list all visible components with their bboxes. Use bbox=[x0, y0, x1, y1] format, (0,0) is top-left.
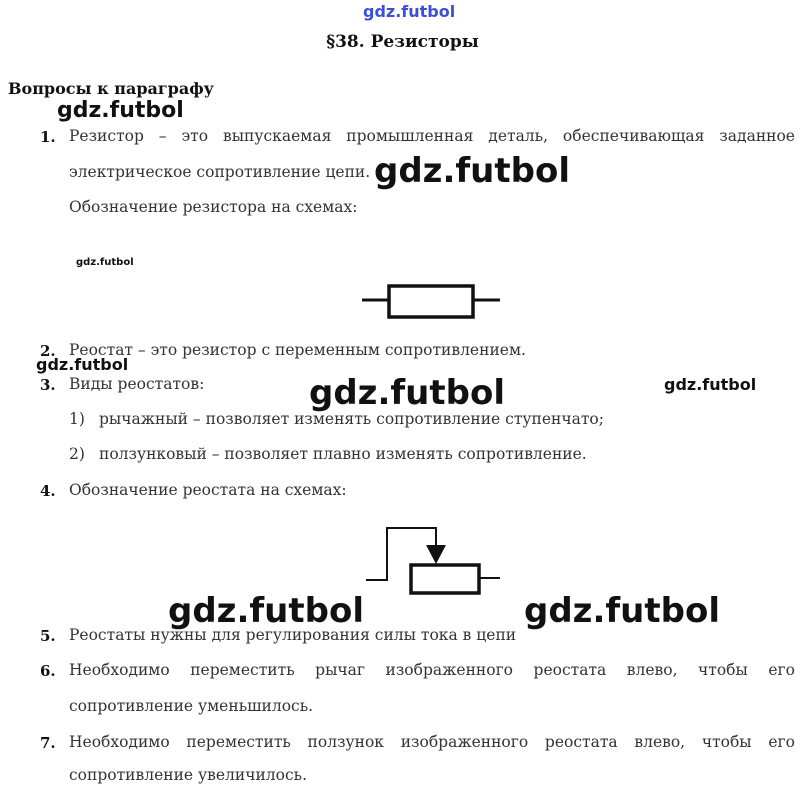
item-text: Необходимо переместить рычаг изображенного реостата влево, чтобы его bbox=[69, 661, 795, 679]
item-text: сопротивление уменьшилось. bbox=[69, 697, 314, 715]
subitem-text: ползунковый – позволяет плавно изменять сопротивление. bbox=[99, 445, 587, 463]
item-text: Обозначение резистора на схемах: bbox=[69, 198, 358, 216]
watermark: gdz.futbol bbox=[57, 98, 184, 123]
subitem-number: 1) bbox=[69, 410, 85, 428]
resistor-symbol bbox=[362, 284, 502, 320]
header-watermark: gdz.futbol bbox=[363, 2, 456, 21]
item-number: 3. bbox=[40, 376, 56, 394]
item-text: Резистор – это выпускаемая промышленная деталь, обеспечивающая заданное bbox=[69, 127, 795, 145]
watermark: gdz.futbol bbox=[524, 591, 720, 631]
item-text: Реостат – это резистор с переменным сопротивлением. bbox=[69, 341, 526, 359]
item-text: Реостаты нужны для регулирования силы тока в цепи bbox=[69, 626, 517, 644]
item-number: 1. bbox=[40, 128, 56, 146]
item-text: сопротивление увеличилось. bbox=[69, 766, 308, 784]
section-heading: Вопросы к параграфу bbox=[8, 79, 214, 98]
item-text: Необходимо переместить ползунок изображенного реостата влево, чтобы его bbox=[69, 733, 795, 751]
watermark: gdz.futbol bbox=[374, 151, 570, 191]
subitem-text: рычажный – позволяет изменять сопротивление ступенчато; bbox=[99, 410, 604, 428]
item-number: 2. bbox=[40, 342, 56, 360]
subitem-number: 2) bbox=[69, 445, 85, 463]
item-number: 4. bbox=[40, 482, 56, 500]
item-text: Обозначение реостата на схемах: bbox=[69, 481, 347, 499]
watermark: gdz.futbol bbox=[76, 257, 134, 268]
watermark: gdz.futbol bbox=[309, 373, 505, 413]
page-title: §38. Резисторы bbox=[326, 32, 479, 52]
rheostat-symbol bbox=[366, 526, 502, 598]
item-text: электрическое сопротивление цепи. bbox=[69, 163, 371, 181]
watermark: gdz.futbol bbox=[664, 375, 757, 394]
item-number: 5. bbox=[40, 627, 56, 645]
watermark: gdz.futbol bbox=[168, 591, 364, 631]
item-text: Виды реостатов: bbox=[69, 375, 205, 393]
item-number: 7. bbox=[40, 734, 56, 752]
watermark: gdz.futbol bbox=[36, 355, 129, 374]
item-number: 6. bbox=[40, 662, 56, 680]
